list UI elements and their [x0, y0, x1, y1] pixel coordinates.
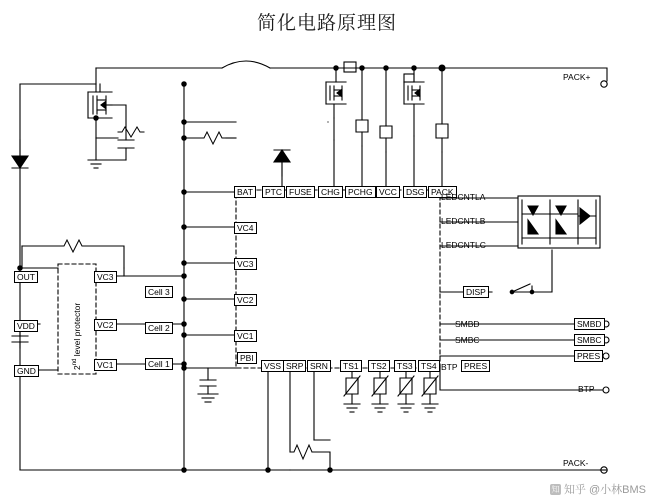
label-pin-vcc: VCC: [376, 186, 400, 198]
label-pin-fuse: FUSE: [286, 186, 315, 198]
label-ledcntlb: LEDCNTLB: [441, 216, 486, 226]
label-disp: DISP: [463, 286, 489, 298]
slp-sup: nd: [72, 358, 79, 366]
label-cell-3: Cell 3: [145, 286, 173, 298]
label-pin-dsg: DSG: [403, 186, 427, 198]
label-pin-ptc: PTC: [262, 186, 285, 198]
label-pres-right: PRES: [574, 350, 603, 362]
label-second-level-protector: [72, 303, 82, 370]
page-title: 简化电路原理图: [256, 13, 397, 34]
label-pin-pchg: PCHG: [345, 186, 376, 198]
label-pin-pack: PACK: [428, 186, 457, 198]
label-smbd-right: SMBD: [574, 318, 605, 330]
zhihu-icon: 知: [551, 485, 560, 494]
label-smbd-pin: SMBD: [455, 319, 480, 329]
watermark: [550, 481, 646, 497]
label-pin-ts4: TS4: [418, 360, 440, 372]
label-pin-pbi: PBI: [237, 352, 257, 364]
label-sub-vc1: VC1: [94, 359, 117, 371]
label-pin-vc2: VC2: [234, 294, 257, 306]
label-sub-vc3: VC3: [94, 271, 117, 283]
slp-num: 2: [72, 365, 82, 370]
label-pin-btp: BTP: [441, 362, 458, 372]
label-pin-ts2: TS2: [368, 360, 390, 372]
slp-rest: level protector: [72, 302, 82, 359]
label-pin-chg: CHG: [318, 186, 343, 198]
label-ledcntla: LEDCNTLA: [441, 192, 486, 202]
label-pin-vc3: VC3: [234, 258, 257, 270]
label-gnd: GND: [14, 365, 39, 377]
label-out: OUT: [14, 271, 38, 283]
label-pack-plus: PACK+: [563, 72, 591, 82]
label-pin-ts1: TS1: [340, 360, 362, 372]
label-pin-srp: SRP: [283, 360, 306, 372]
label-pin-srn: SRN: [307, 360, 331, 372]
watermark-text: 知乎 @小林BMS: [563, 484, 646, 496]
label-smbc-pin: SMBC: [455, 335, 480, 345]
label-cell-2: Cell 2: [145, 322, 173, 334]
label-cell-1: Cell 1: [145, 358, 173, 370]
label-pack-minus: PACK-: [563, 458, 589, 468]
label-vdd: VDD: [14, 320, 38, 332]
label-pin-vss: VSS: [261, 360, 284, 372]
label-pin-vc4: VC4: [234, 222, 257, 234]
label-ledcntlc: LEDCNTLC: [441, 240, 486, 250]
label-btp-right: BTP: [578, 384, 595, 394]
label-pin-ts3: TS3: [394, 360, 416, 372]
label-pin-bat: BAT: [234, 186, 256, 198]
label-pin-pres: PRES: [461, 360, 490, 372]
label-sub-vc2: VC2: [94, 319, 117, 331]
label-smbc-right: SMBC: [574, 334, 605, 346]
label-pin-vc1: VC1: [234, 330, 257, 342]
